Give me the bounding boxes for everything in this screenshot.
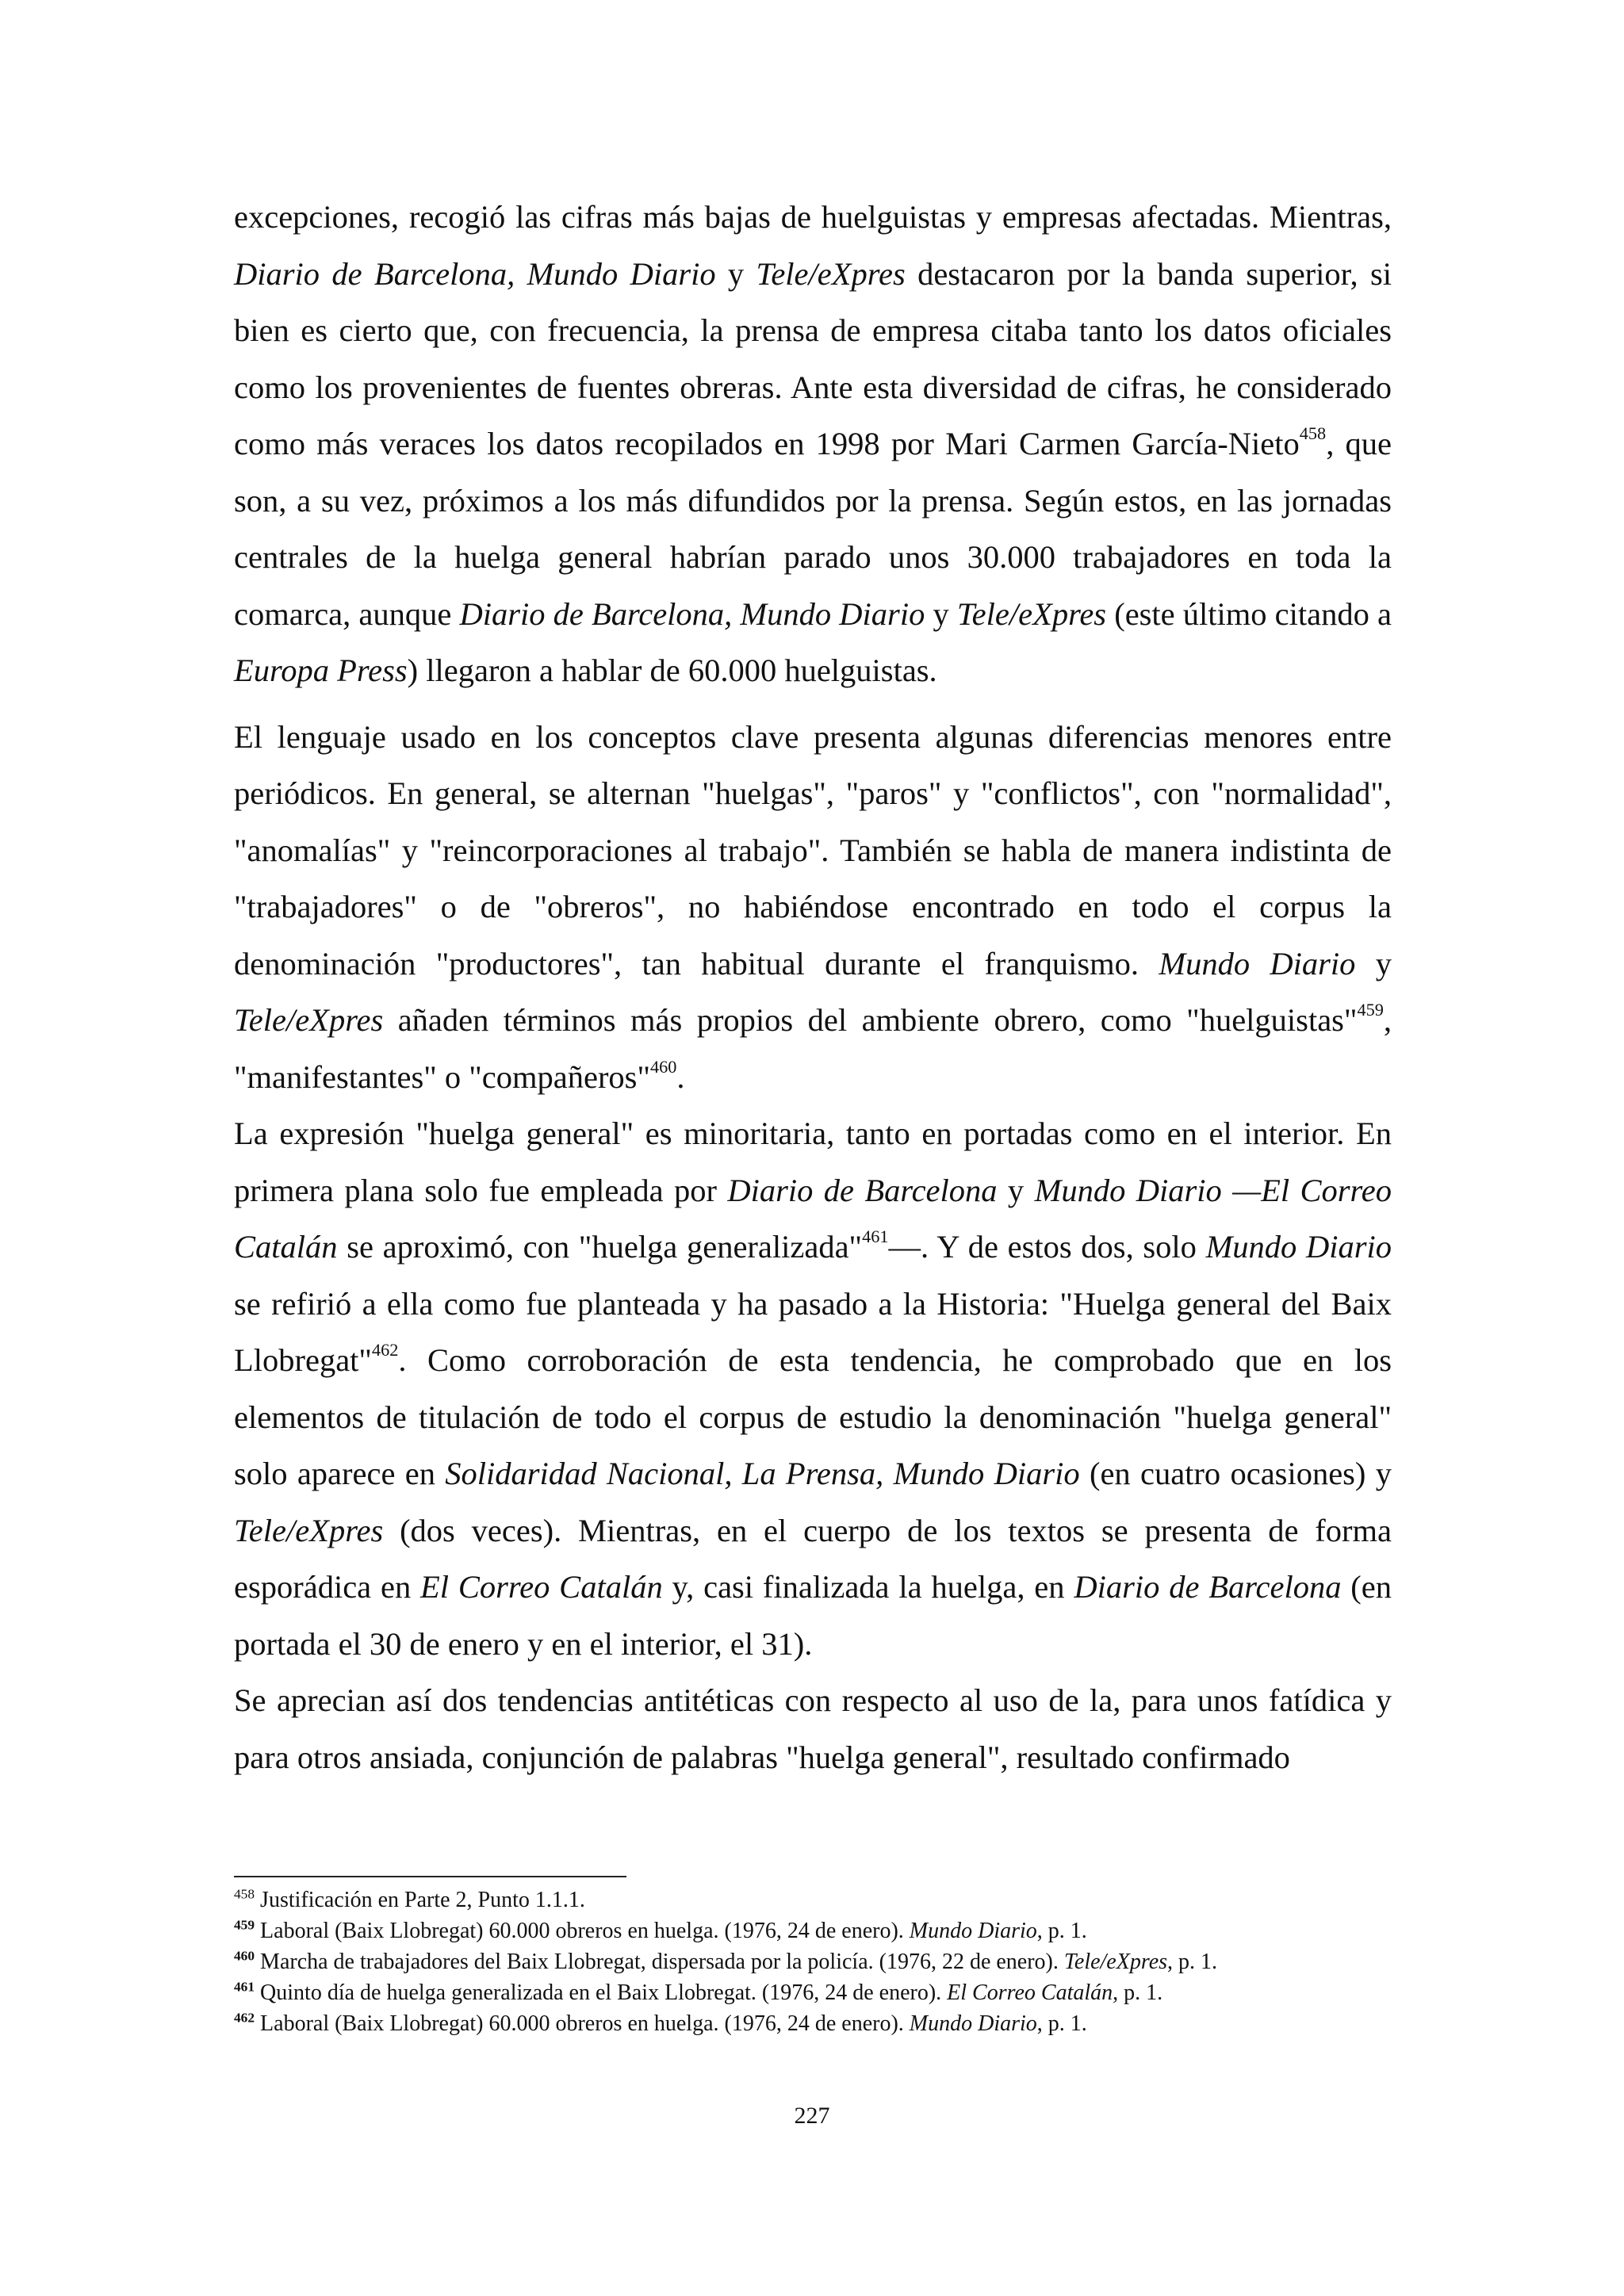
- footnote-ref-462[interactable]: 462: [371, 1340, 399, 1360]
- footnote-source: Mundo Diario: [909, 2011, 1037, 2036]
- footnote-ref-461[interactable]: 461: [862, 1226, 889, 1247]
- agency-name: Europa Press: [234, 652, 408, 688]
- footnote-ref-460[interactable]: 460: [649, 1056, 677, 1077]
- footnote-458: $^{458}$ Justificación en Parte 2, Punto 1.1.1.: [234, 1886, 585, 1912]
- paragraph-2: El lenguaje usado en los conceptos clave presenta algunas diferencias menores entre periódicos. En general, se alternan "huelgas", "paros" y "conflictos", con "normalidad", "anomalías" y "reincorporaciones al trabajo". También se habla de manera indistinta de "trabajadores" o de "obreros", no habiéndose encontrado en todo el corpus la denominación "productores", tan habitual durante el franquismo. Mundo Diario y Tele/eXpres añaden términos más propios del ambiente obrero, como "huelguistas"$^{459}$, "manifestantes" o "compañeros"$^{460}$.: [234, 718, 1392, 1095]
- newspaper-title: Solidaridad Nacional, La Prensa, Mundo Diario: [445, 1456, 1080, 1491]
- newspaper-title: Tele/eXpres: [234, 1512, 384, 1548]
- footnote-ref-458[interactable]: 458: [1299, 423, 1327, 444]
- footnote-462: $^{462}$ Laboral (Baix Llobregat) 60.000 obreros en huelga. (1976, 24 de enero). Mundo Diario, p. 1.: [234, 2010, 1087, 2036]
- footnote-461: $^{461}$ Quinto día de huelga generalizada en el Baix Llobregat. (1976, 24 de enero). El Correo Catalán, p. 1.: [234, 1979, 1163, 2005]
- footnote-number: 461: [234, 1979, 255, 1995]
- footnote-source: El Correo Catalán: [947, 1980, 1113, 2005]
- newspaper-title: Tele/eXpres: [956, 595, 1107, 632]
- footnote-source: Mundo Diario: [909, 1919, 1037, 1943]
- newspaper-title: Diario de Barcelona, Mundo Diario: [459, 595, 925, 632]
- paragraph-1: excepciones, recogió las cifras más bajas de huelguistas y empresas afectadas. Mientras, Diario de Barcelona, Mundo Diario y Tele/eXpres destacaron por la banda superior, si bien es cierto que, con frecuencia, la prensa de empresa citaba tanto los datos oficiales como los provenientes de fuentes obreras. Ante esta diversidad de cifras, he considerado como más veraces los datos recopilados en 1998 por Mari Carmen García-Nieto$^{458}$, que son, a su vez, próximos a los más difundidos por la prensa. Según estos, en las jornadas centrales de la huelga general habrían parado unos 30.000 trabajadores en toda la comarca, aunque Diario de Barcelona, Mundo Diario y Tele/eXpres (este último citando a Europa Press) llegaron a hablar de 60.000 huelguistas.: [234, 199, 1392, 688]
- newspaper-title: Tele/eXpres: [756, 255, 906, 292]
- newspaper-title: Mundo Diario —El Correo Catalán: [234, 1172, 1392, 1265]
- footnote-459: $^{459}$ Laboral (Baix Llobregat) 60.000 obreros en huelga. (1976, 24 de enero). Mundo Diario, p. 1.: [234, 1917, 1087, 1943]
- footnote-source: Tele/eXpres: [1063, 1950, 1168, 1974]
- footnote-ref-459[interactable]: 459: [1357, 1000, 1384, 1020]
- footnotes: [234, 1887, 1392, 2042]
- footnote-divider: [234, 1876, 626, 1877]
- paragraph-4: Se aprecian así dos tendencias antitéticas con respecto al uso de la, para unos fatídica y para otros ansiada, conjunción de palabras "huelga general", resultado confirmado: [234, 1682, 1392, 1775]
- body-text: [234, 189, 1392, 1785]
- newspaper-title: Diario de Barcelona: [727, 1172, 998, 1208]
- paragraph-3: La expresión "huelga general" es minoritaria, tanto en portadas como en el interior. En primera plana solo fue empleada por Diario de Barcelona y Mundo Diario —El Correo Catalán se aproximó, con "huelga generalizada"$^{461}$—. Y de estos dos, solo Mundo Diario se refirió a ella como fue planteada y ha pasado a la Historia: "Huelga general del Baix Llobregat"$^{462}$. Como corroboración de esta tendencia, he comprobado que en los elementos de titulación de todo el corpus de estudio la denominación "huelga general" solo aparece en Solidaridad Nacional, La Prensa, Mundo Diario (en cuatro ocasiones) y Tele/eXpres (dos veces). Mientras, en el cuerpo de los textos se presenta de forma esporádica en El Correo Catalán y, casi finalizada la huelga, en Diario de Barcelona (en portada el 30 de enero y en el interior, el 31).: [234, 1115, 1392, 1662]
- newspaper-title: Diario de Barcelona, Mundo Diario: [234, 255, 716, 292]
- newspaper-title: Tele/eXpres: [234, 1002, 384, 1038]
- page-number: 227: [794, 2103, 830, 2129]
- footnote-number: 458: [234, 1886, 255, 1902]
- footnote-number: 462: [234, 2010, 255, 2026]
- newspaper-title: Diario de Barcelona: [1074, 1569, 1342, 1605]
- newspaper-title: El Correo Catalán: [420, 1569, 663, 1605]
- footnote-number: 459: [234, 1917, 255, 1933]
- newspaper-title: Mundo Diario: [1159, 945, 1356, 982]
- footnote-number: 460: [234, 1948, 255, 1964]
- newspaper-title: Mundo Diario: [1205, 1229, 1392, 1265]
- footnote-460: $^{460}$ Marcha de trabajadores del Baix Llobregat, dispersada por la policía. (1976, 22 de enero). Tele/eXpres, p. 1.: [234, 1948, 1218, 1974]
